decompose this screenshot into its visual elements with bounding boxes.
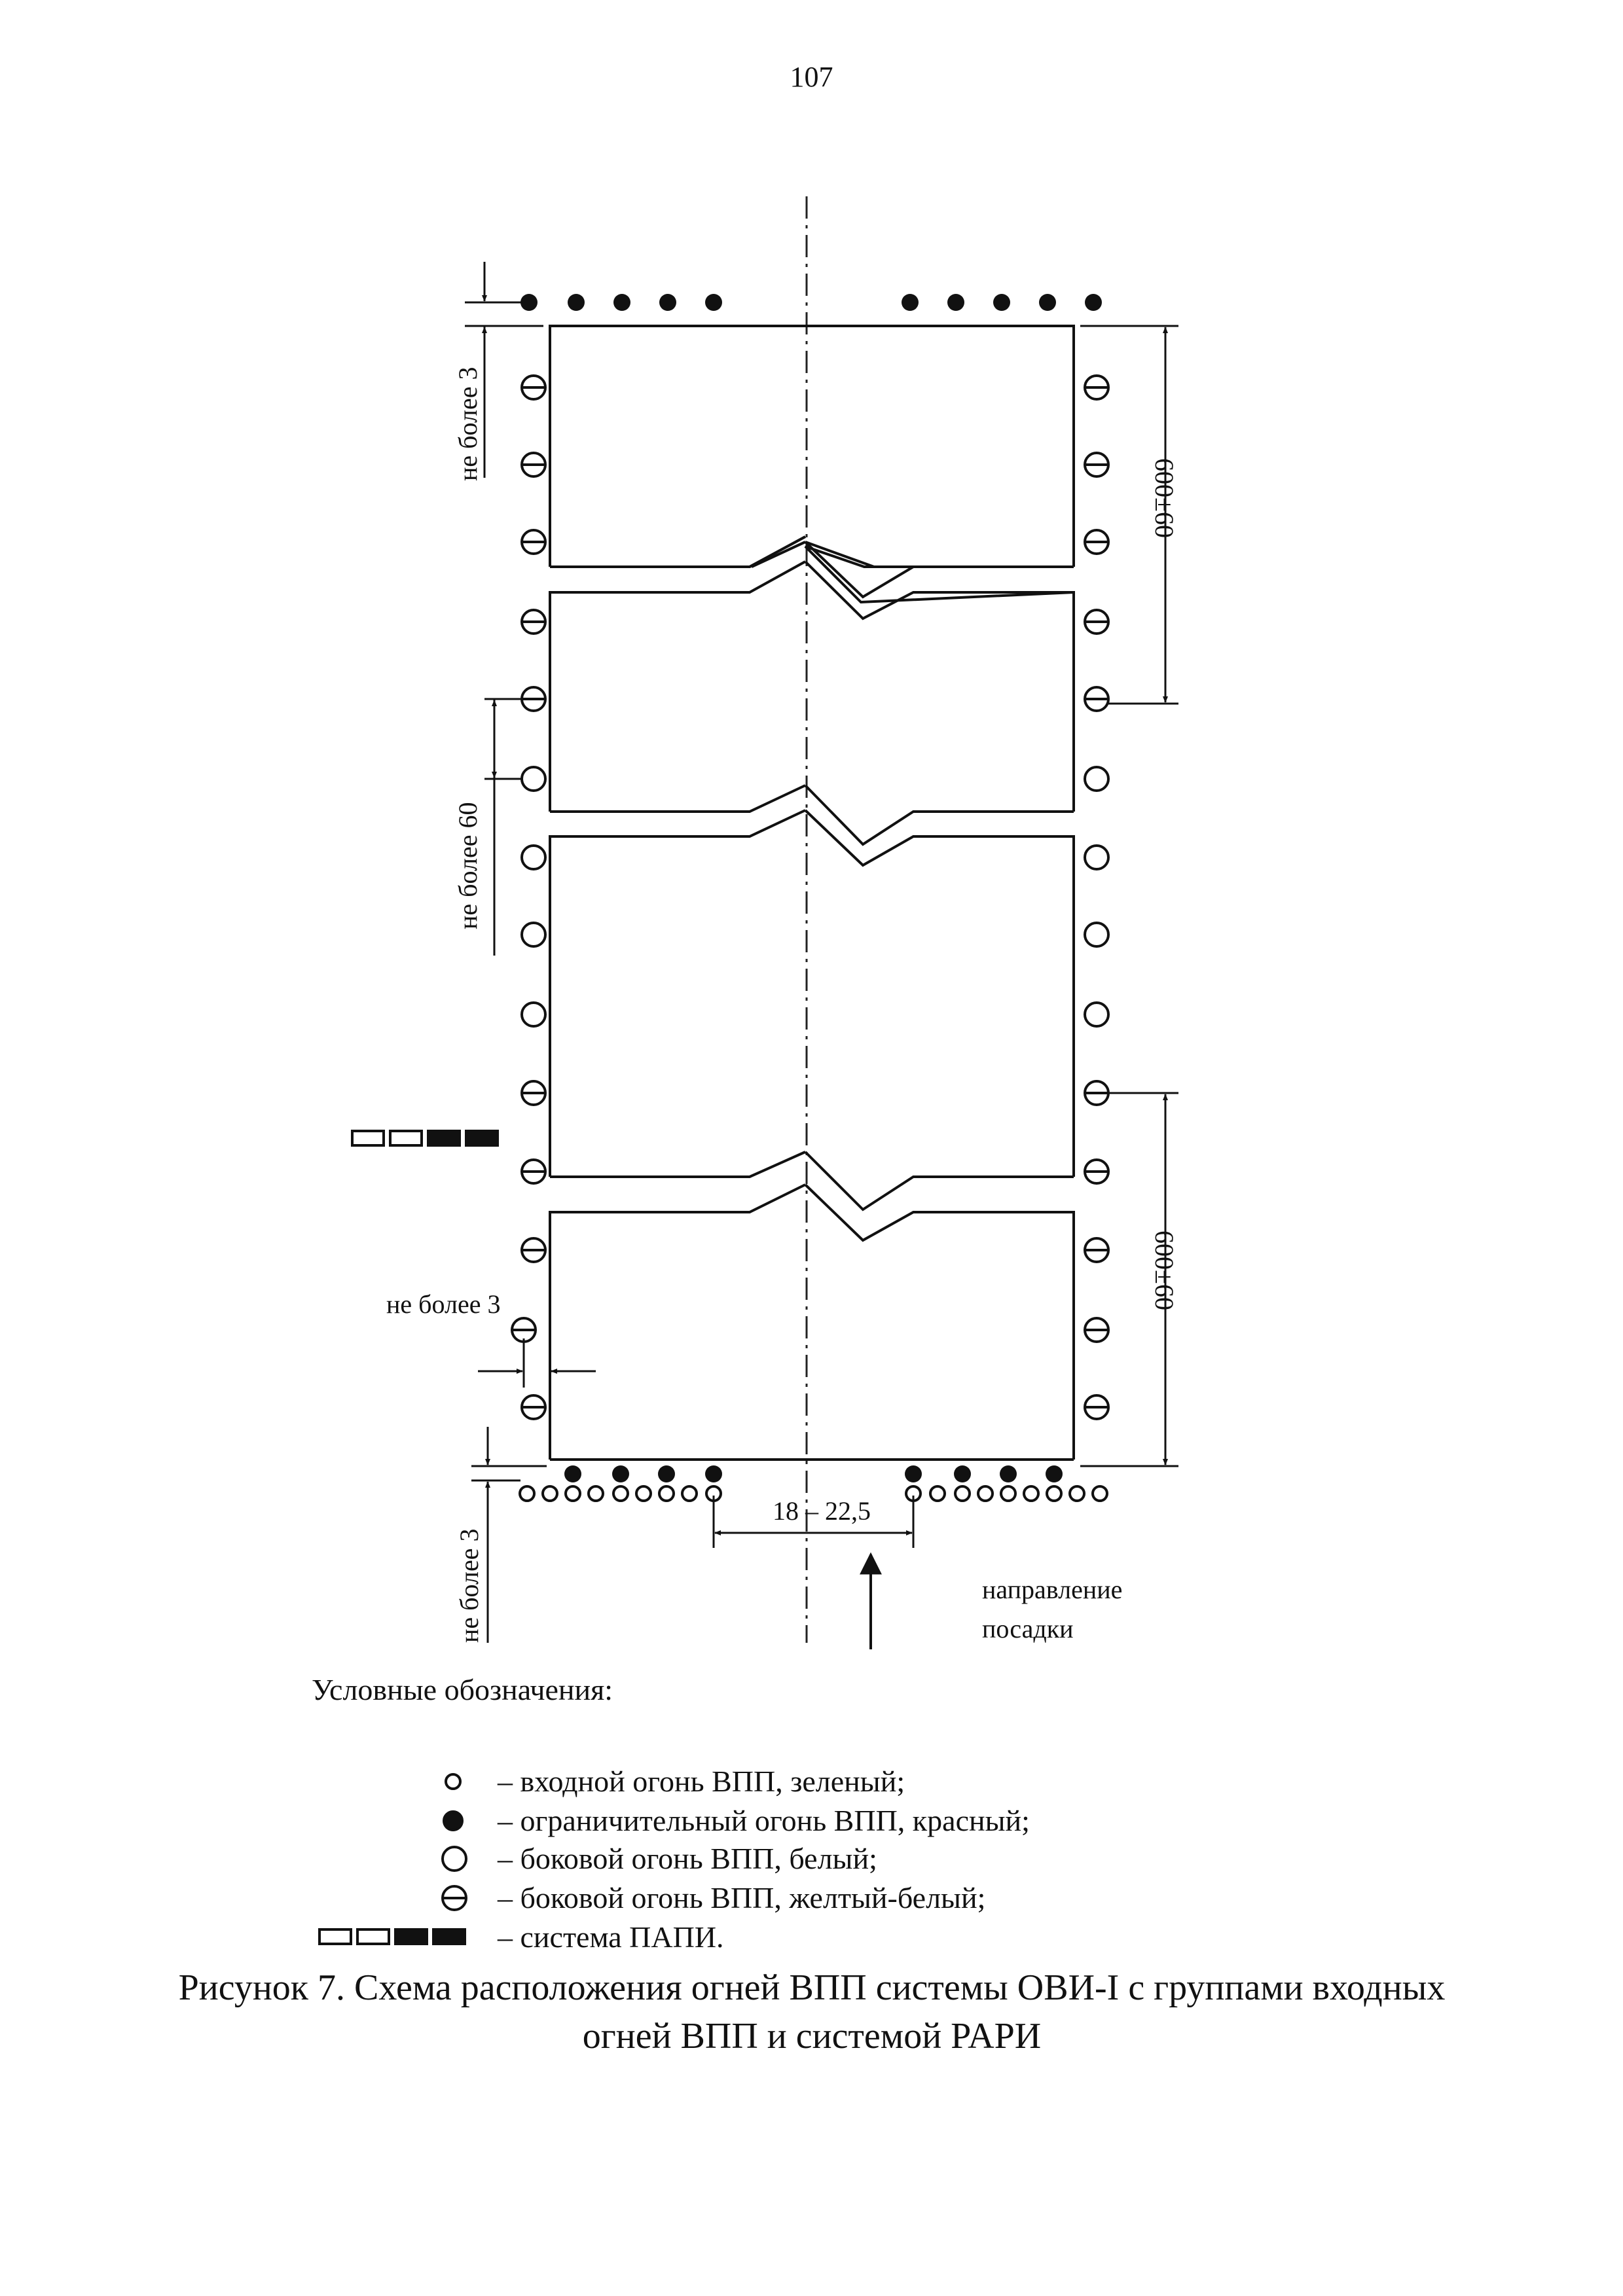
page-number: 107 [790,61,833,93]
edge-lights-white [522,767,1108,1026]
runway-outline [550,326,1074,1460]
label-left-offset-dim: не более 3 [386,1289,501,1319]
label-right-top-dim: 600±60 [1150,458,1179,538]
legend-text: – боковой огонь ВПП, желтый-белый; [498,1881,986,1914]
figure-caption [131,1964,1493,2060]
legend-text: – система ПАПИ. [498,1920,724,1954]
limiting-lights-far-end [520,294,1102,311]
legend-title: Условные обозначения: [312,1673,613,1706]
label-threshold-gap: 18 – 22,5 [773,1496,871,1526]
legend-item-limiting [0,1801,1623,1840]
legend-item-edge-yellow-white [0,1878,1623,1918]
legend-item-papi [0,1918,1623,1957]
legend-item-threshold [0,1762,1623,1801]
legend-text: – боковой огонь ВПП, белый; [498,1842,877,1875]
label-direction-line2: посадки [982,1614,1074,1643]
legend-text: – входной огонь ВПП, зеленый; [498,1765,905,1798]
papi-system [352,1131,498,1145]
caption-line-1: Рисунок 7. Схема расположения огней ВПП системы ОВИ-I с группами входных [178,1967,1446,2008]
label-bottom-left-dim: не более 3 [454,1528,484,1643]
legend-text: – ограничительный огонь ВПП, красный; [498,1804,1030,1837]
dimension-lines [465,262,1178,1643]
label-right-bottom-dim: 600±60 [1150,1230,1179,1310]
label-upper-left-dim: не более 3 [453,367,483,481]
label-mid-left-dim: не более 60 [453,802,483,929]
limiting-lights-threshold [564,1465,1063,1482]
caption-line-2: огней ВПП и системой PAPИ [582,2016,1042,2056]
label-direction-line1: направление [982,1575,1123,1604]
edge-lights-yellow-white [512,376,1108,1419]
legend-item-edge-white [0,1839,1623,1878]
